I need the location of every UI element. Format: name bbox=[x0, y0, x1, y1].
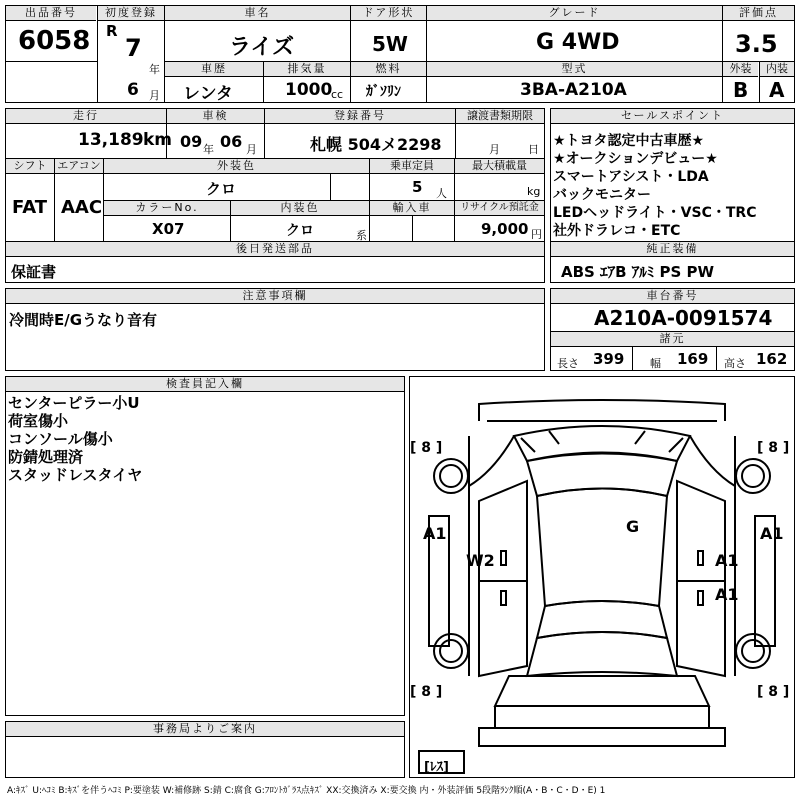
year-unit: 年 bbox=[149, 63, 160, 76]
color-no-label: カラーNo. bbox=[104, 201, 230, 216]
plate-label: 登録番号 bbox=[265, 109, 455, 124]
mark-left-side: A1 bbox=[423, 524, 447, 543]
inspector-label: 検査員記入欄 bbox=[6, 377, 404, 392]
length: 399 bbox=[593, 350, 625, 368]
max-load-label: 最大積載量 bbox=[455, 159, 544, 174]
notes-label: 注意事項欄 bbox=[6, 289, 544, 304]
inspector-note-5: スタッドレスタイヤ bbox=[8, 466, 143, 484]
sales-point-2: ★オークションデビュー★ bbox=[553, 151, 718, 167]
import-label: 輸入車 bbox=[370, 201, 454, 216]
inspection-month-unit: 月 bbox=[246, 143, 257, 156]
fuel: ｶﾞｿﾘﾝ bbox=[366, 84, 401, 100]
car-name-label: 車名 bbox=[165, 6, 350, 21]
ext-color: クロ bbox=[206, 180, 237, 198]
max-load-unit: kg bbox=[527, 185, 541, 198]
legend: A:ｷｽﾞ U:ﾍｺﾐ B:ｷｽﾞを伴うﾍｺﾐ P:要塗装 W:補修跡 S:錆 C:腐食 G:ﾌﾛﾝﾄｶﾞﾗｽ点ｷｽﾞ XX:交換済み X:要交換 内・外装評価 5段階ﾗﾝｸ順(A・B・C・D・E) 1 bbox=[7, 786, 606, 796]
chassis-number: A210A-0091574 bbox=[594, 306, 773, 330]
tire-rear-right: [ 8 ] bbox=[757, 684, 790, 700]
model-label: 型式 bbox=[427, 62, 722, 77]
capacity-unit: 人 bbox=[436, 187, 447, 200]
grade: G 4WD bbox=[536, 30, 620, 55]
width-label: 幅 bbox=[650, 357, 661, 370]
reg-year: 7 bbox=[125, 34, 142, 62]
era: R bbox=[106, 22, 118, 40]
inspection-year: 09 bbox=[180, 132, 203, 151]
mileage: 13,189 bbox=[78, 130, 144, 150]
width: 169 bbox=[677, 350, 709, 368]
inspection-month: 06 bbox=[220, 132, 243, 151]
int-color-unit: 系 bbox=[356, 229, 367, 242]
inspector-note-4: 防錆処理済 bbox=[8, 448, 84, 466]
int-color-label: 内装色 bbox=[231, 201, 369, 216]
exterior-grade: B bbox=[733, 78, 749, 102]
inspector-note-3: コンソール傷小 bbox=[8, 430, 113, 448]
height-label: 高さ bbox=[724, 357, 746, 370]
sales-point-5: LEDヘッドライト・VSC・TRC bbox=[553, 205, 757, 221]
tire-front-left: [ 8 ] bbox=[410, 440, 443, 456]
sales-point-4: バックモニター bbox=[553, 187, 651, 203]
shift-label: シフト bbox=[6, 159, 54, 174]
lot-no: 6058 bbox=[18, 26, 91, 56]
model: 3BA-A210A bbox=[520, 80, 627, 100]
displacement: 1000 bbox=[285, 80, 333, 100]
grade-label: グレード bbox=[427, 6, 722, 21]
later-parts: 保証書 bbox=[11, 263, 57, 281]
mark-right-rear-door: A1 bbox=[715, 585, 739, 604]
car-name: ライズ bbox=[229, 35, 295, 60]
history-label: 車歴 bbox=[165, 62, 263, 77]
mark-right-front-door: A1 bbox=[715, 551, 739, 570]
fuel-label: 燃料 bbox=[351, 62, 426, 77]
door: 5W bbox=[372, 32, 408, 56]
aircon-label: エアコン bbox=[55, 159, 103, 174]
sales-point-6: 社外ドラレコ・ETC bbox=[553, 223, 681, 239]
capacity: 5 bbox=[412, 178, 423, 196]
transfer-month-unit: 月 bbox=[489, 143, 500, 156]
mileage-unit: km bbox=[143, 130, 173, 150]
score: 3.5 bbox=[735, 30, 778, 58]
aircon: AAC bbox=[61, 197, 103, 218]
recycle-deposit: 9,000 bbox=[481, 220, 529, 238]
front-bumper bbox=[479, 400, 725, 421]
ext-color-label: 外装色 bbox=[104, 159, 369, 174]
equipment-label: 純正装備 bbox=[551, 242, 794, 257]
sales-point-1: ★トヨタ認定中古車歴★ bbox=[553, 133, 705, 149]
reg-month: 6 bbox=[127, 80, 139, 100]
mark-right-side: A1 bbox=[760, 524, 784, 543]
inspection-year-unit: 年 bbox=[203, 143, 214, 156]
lot-no-label: 出品番号 bbox=[6, 6, 96, 21]
tire-front-right: [ 8 ] bbox=[757, 440, 790, 456]
displacement-label: 排気量 bbox=[264, 62, 350, 77]
inspection-label: 車検 bbox=[167, 109, 264, 124]
spare-tire: [ﾚｽ] bbox=[424, 760, 449, 775]
mileage-label: 走行 bbox=[6, 109, 166, 124]
sales-points-label: セールスポイント bbox=[551, 109, 794, 124]
displacement-unit: cc bbox=[331, 88, 344, 101]
later-parts-label: 後日発送部品 bbox=[6, 242, 544, 257]
car-outline bbox=[409, 376, 795, 778]
inspector-note-2: 荷室傷小 bbox=[8, 412, 69, 430]
notes: 冷間時E/Gうなり音有 bbox=[9, 311, 158, 329]
transfer-day-unit: 日 bbox=[528, 143, 539, 156]
shift: FAT bbox=[12, 197, 48, 218]
color-no: X07 bbox=[152, 220, 185, 238]
interior-label: 内装 bbox=[760, 62, 794, 77]
roof bbox=[537, 489, 667, 607]
length-label: 長さ bbox=[557, 357, 579, 370]
height: 162 bbox=[756, 350, 788, 368]
score-label: 評価点 bbox=[723, 6, 794, 21]
mark-left-door: W2 bbox=[466, 551, 495, 570]
sales-point-3: スマートアシスト・LDA bbox=[553, 169, 709, 185]
specs-label: 諸元 bbox=[551, 332, 794, 347]
recycle-label: リサイクル預託金 bbox=[455, 201, 544, 216]
history: レンタ bbox=[183, 84, 233, 104]
equipment: ABS ｴｱB ｱﾙﾐ PS PW bbox=[561, 263, 715, 281]
interior-grade: A bbox=[769, 78, 785, 102]
first-reg-label: 初度登録 bbox=[98, 6, 164, 21]
transfer-label: 譲渡書類期限 bbox=[456, 109, 544, 124]
month-unit: 月 bbox=[149, 89, 160, 102]
chassis-label: 車台番号 bbox=[551, 289, 794, 304]
capacity-label: 乗車定員 bbox=[370, 159, 454, 174]
door-label: ドア形状 bbox=[351, 6, 426, 21]
recycle-unit: 円 bbox=[531, 228, 542, 241]
exterior-label: 外装 bbox=[723, 62, 758, 77]
mark-roof: G bbox=[626, 517, 640, 536]
tire-rear-left: [ 8 ] bbox=[410, 684, 443, 700]
inspector-note-1: センターピラー小U bbox=[8, 394, 140, 412]
int-color: クロ bbox=[286, 223, 314, 239]
plate: 札幌 504メ2298 bbox=[310, 135, 442, 154]
office-label: 事務局よりご案内 bbox=[6, 722, 404, 737]
